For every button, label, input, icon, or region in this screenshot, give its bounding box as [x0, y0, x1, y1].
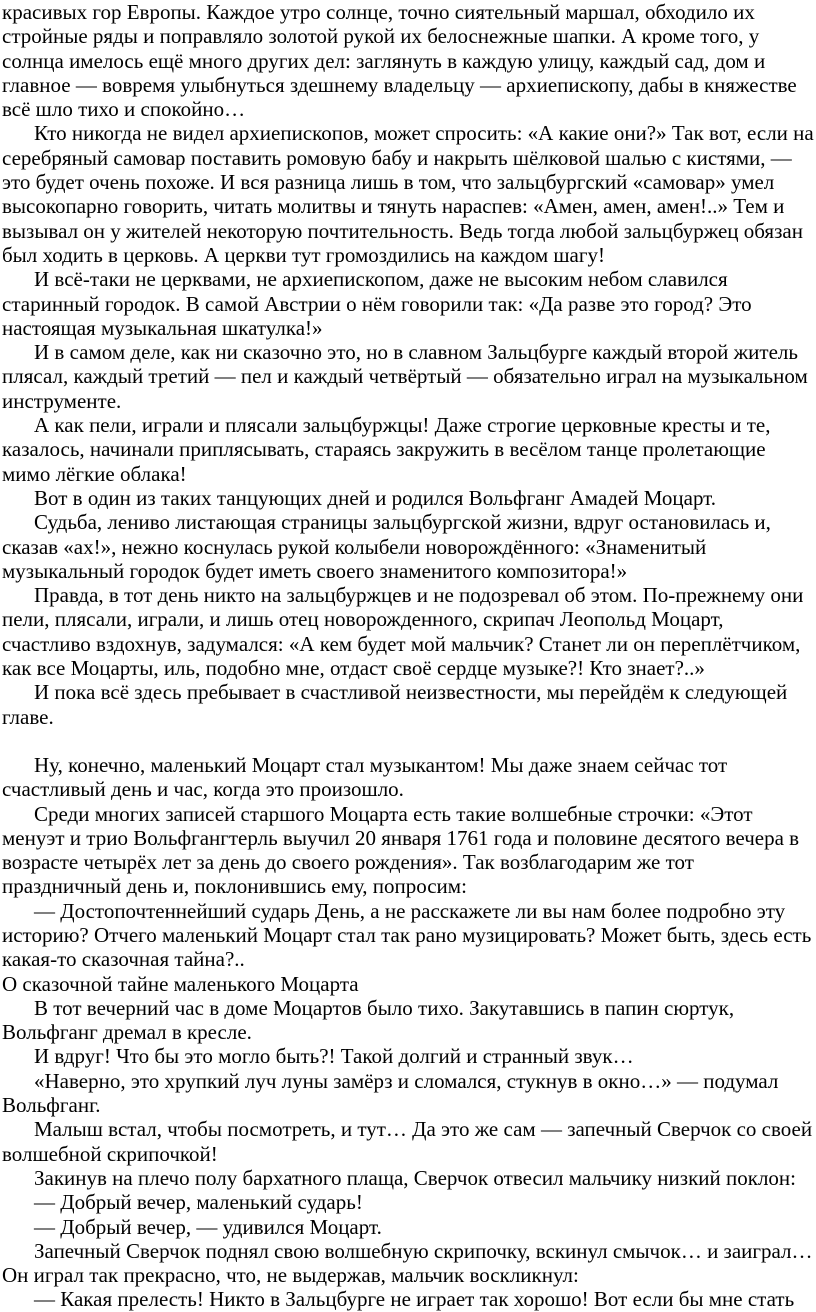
paragraph: Правда, в тот день никто на зальцбуржцев и не подозревал об этом. По-прежнему они пели, плясали, играли, и лишь отец новорожденного, скрипач Леопольд Моцарт, счастливо вздохнув, задумался: «А кем будет мой мальчик? Станет ли он переплётчиком, как все Моцарты, иль, подобно мне, отдаст своё сердце музыке?! Кто знает?..»	[2, 583, 804, 681]
paragraph: А как пели, играли и плясали зальцбуржцы! Даже строгие церковные кресты и те, казалось, начинали приплясывать, стараясь закружить в весёлом танце пролетающие мимо лёгкие облака!	[2, 413, 771, 486]
paragraph: «Наверно, это хрупкий луч луны замёрз и сломался, стукнув в окно…» — подумал Вольфганг.	[2, 1068, 779, 1118]
paragraph: — Добрый вечер, маленький сударь!	[34, 1190, 363, 1215]
paragraph: И пока всё здесь пребывает в счастливой неизвестности, мы перейдём к следующей главе.	[2, 680, 788, 729]
paragraph: — Добрый вечер, — удивился Моцарт.	[34, 1214, 382, 1239]
paragraph: Запечный Сверчок поднял свою волшебную скрипочку, вскинул смычок… и заиграл… Он играл так прекрасно, что, не выдержав, мальчик воскликнул:	[2, 1238, 813, 1288]
paragraph: И в самом деле, как ни сказочно это, но в славном Зальцбурге каждый второй житель плясал, каждый третий — пел и каждый четвёртый — обязательно играл на музыкальном инструменте.	[2, 340, 808, 413]
paragraph: — Какая прелесть! Никто в Зальцбурге не играет так хорошо! Вот если бы мне стать	[34, 1287, 795, 1312]
paragraph: Судьба, лениво листающая страницы зальцбургской жизни, вдруг остановилась и, сказав «ах!», нежно коснулась рукой колыбели новорождённого: «Знаменитый музыкальный городок будет иметь своего знаменитого композитора!»	[2, 510, 771, 583]
paragraph: Вот в один из таких танцующих дней и родился Вольфганг Амадей Моцарт.	[34, 485, 717, 510]
section-break	[2, 729, 814, 753]
paragraph: В тот вечерний час в доме Моцартов было тихо. Закутавшись в папин сюртук, Вольфганг дремал в кресле.	[2, 995, 735, 1045]
paragraph: Ну, конечно, маленький Моцарт стал музыкантом! Мы даже знаем сейчас тот счастливый день и час, когда это произошло.	[2, 752, 728, 802]
paragraph: — Достопочтеннейший сударь День, а не расскажете ли вы нам более подробно эту историю? Отчего маленький Моцарт стал так рано музицировать? Может быть, здесь есть какая-то сказочная тайна?..	[2, 898, 812, 972]
paragraph: Малыш встал, чтобы посмотреть, и тут… Да это же сам — запечный Сверчок со своей волшебной скрипочкой!	[2, 1117, 813, 1166]
paragraph: И вдруг! Что бы это могло быть?! Такой долгий и странный звук…	[34, 1044, 634, 1069]
paragraph: И всё-таки не церквами, не архиепископом, даже не высоким небом славился старинный городок. В самой Австрии о нём говорили так: «Да разве это город? Это настоящая музыкальная шкатулка!»	[2, 267, 752, 340]
paragraph: Кто никогда не видел архиепископов, может спросить: «А какие они?» Так вот, если на серебряный самовар поставить ромовую бабу и накрыть шёлковой шалью с кистями, — это будет очень похоже. И вся разница лишь в том, что зальцбургский «самовар» умел высокопарно говорить, читать молитвы и тянуть нараспев: «Амен, амен, амен!..» Тем и вызывал он у жителей некоторую почтительность. Ведь тогда любой зальцбуржец обязан был ходить в церковь. А церкви тут громоздились на каждом шагу!	[2, 121, 814, 267]
paragraph: Среди многих записей старшого Моцарта есть такие волшебные строчки: «Этот менуэт и трио Вольфгангтерль выучил 20 января 1761 года и половине десятого вечера в возрасте четырёх лет за день до своего рождения». Так возблагодарим же тот праздничный день и, поклонившись ему, попросим:	[2, 801, 800, 899]
section-heading: О сказочной тайне маленького Моцарта	[2, 971, 359, 996]
paragraph: красивых гор Европы. Каждое утро солнце, точно сиятельный маршал, обходило их стройные ряды и поправляло золотой рукой их белоснежные шапки. А кроме того, у солнца имелось ещё много других дел: заглянуть в каждую улицу, каждый сад, дом и главное — вовремя улыбнуться здешнему владельцу — архиепископу, дабы в княжестве всё шло тихо и спокойно…	[2, 0, 797, 122]
paragraph: Закинув на плечо полу бархатного плаща, Сверчок отвесил мальчику низкий поклон:	[34, 1165, 796, 1190]
